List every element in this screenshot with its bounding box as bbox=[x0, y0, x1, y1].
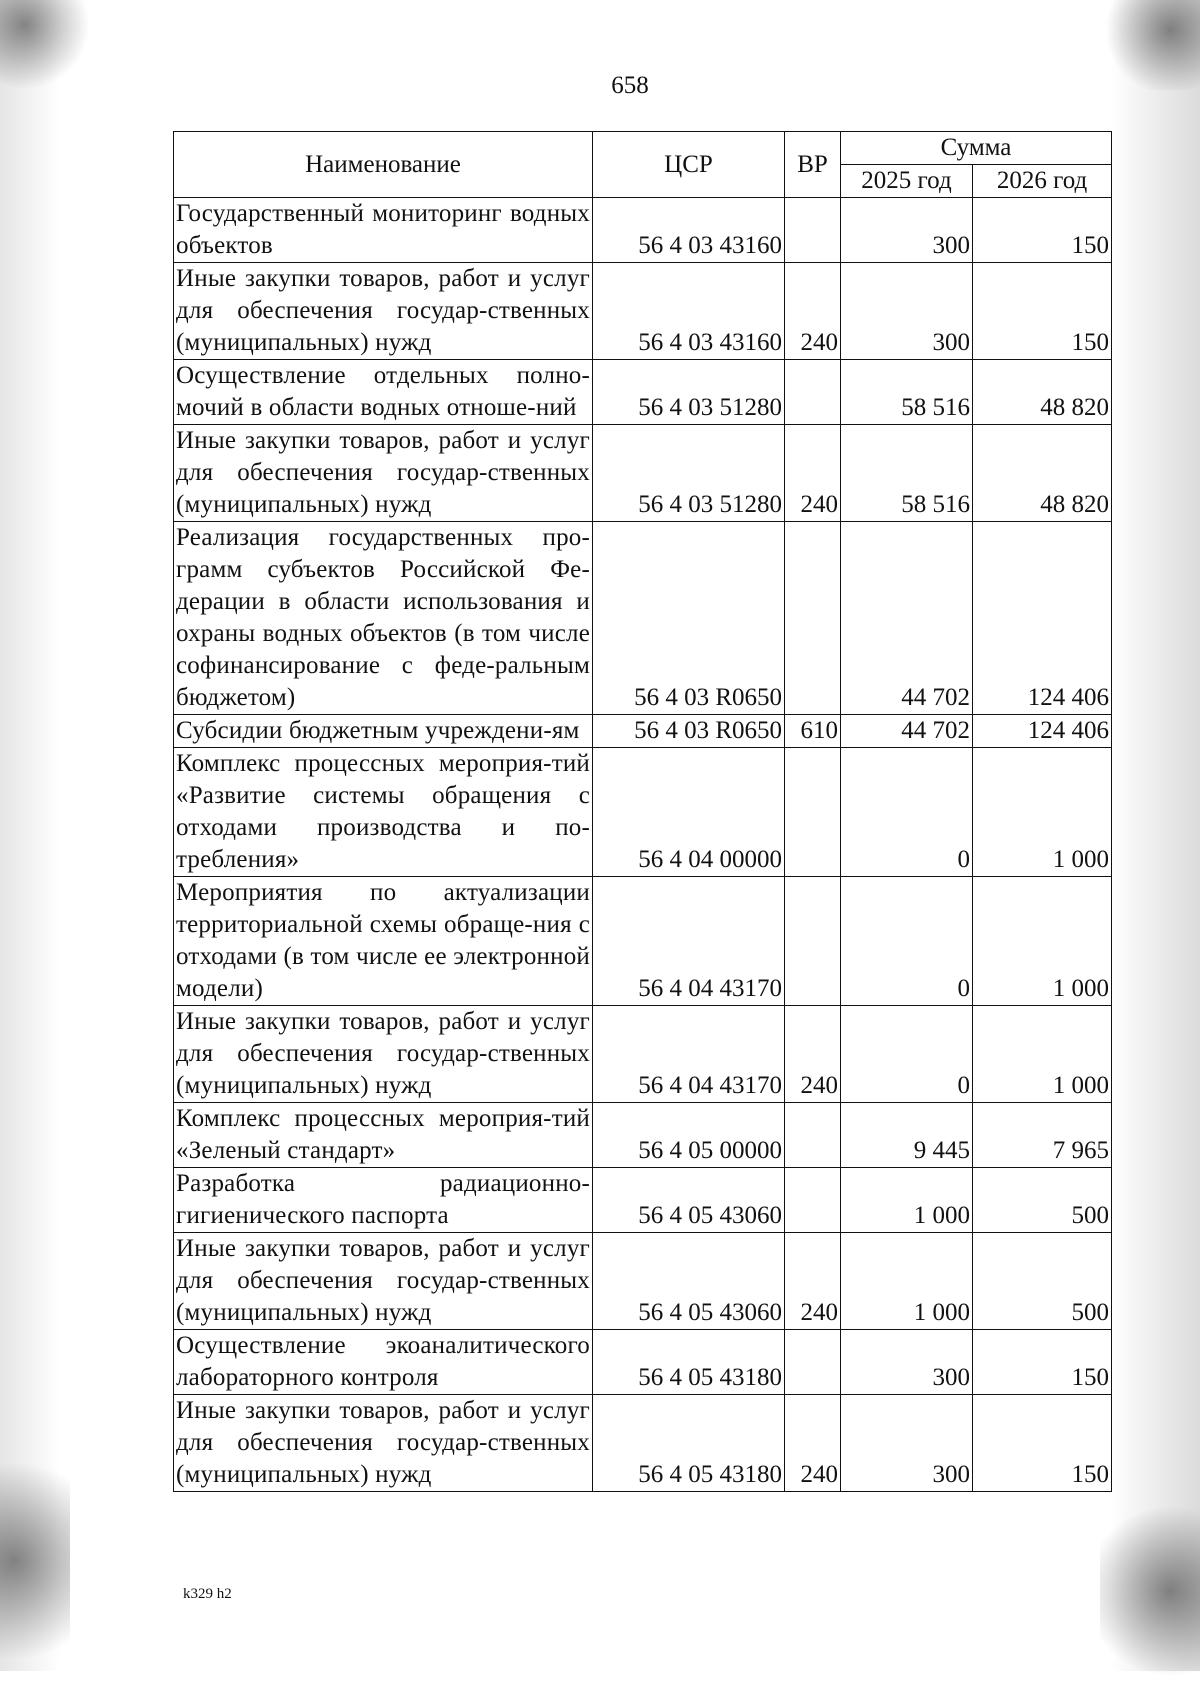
row-sum-2026: 150 bbox=[973, 1330, 1112, 1395]
budget-table bbox=[173, 131, 1112, 1492]
row-name: Разработка радиационно-гигиенического паспорта bbox=[174, 1168, 593, 1233]
row-vr: 240 bbox=[785, 1006, 841, 1103]
row-vr bbox=[785, 1103, 841, 1168]
table-row bbox=[174, 715, 1112, 748]
row-vr: 240 bbox=[785, 425, 841, 522]
row-sum-2025: 44 702 bbox=[841, 715, 973, 748]
scan-corner-bottom-left bbox=[0, 1431, 70, 1691]
row-name: Иные закупки товаров, работ и услуг для обеспечения государ-ственных (муниципальных) нужд bbox=[174, 1395, 593, 1492]
footer-code: k329 h2 bbox=[183, 1586, 232, 1602]
row-sum-2026: 1 000 bbox=[973, 1006, 1112, 1103]
row-vr bbox=[785, 748, 841, 877]
row-sum-2026: 48 820 bbox=[973, 425, 1112, 522]
row-name: Реализация государственных про-грамм субъектов Российской Фе-дерации в области использования и охраны водных объектов (в том числе софинансирование с феде-ральным бюджетом) bbox=[174, 522, 593, 715]
row-vr bbox=[785, 1330, 841, 1395]
table-row bbox=[174, 1330, 1112, 1395]
row-vr: 610 bbox=[785, 715, 841, 748]
row-sum-2026: 48 820 bbox=[973, 360, 1112, 425]
row-csr: 56 4 04 00000 bbox=[593, 748, 785, 877]
row-csr: 56 4 05 43060 bbox=[593, 1233, 785, 1330]
row-sum-2026: 1 000 bbox=[973, 748, 1112, 877]
row-csr: 56 4 03 R0650 bbox=[593, 715, 785, 748]
row-name: Государственный мониторинг водных объектов bbox=[174, 198, 593, 263]
table-row bbox=[174, 1233, 1112, 1330]
scan-corner-bottom-right bbox=[1100, 1491, 1200, 1691]
row-csr: 56 4 05 00000 bbox=[593, 1103, 785, 1168]
row-sum-2025: 300 bbox=[841, 1395, 973, 1492]
row-vr bbox=[785, 877, 841, 1006]
header-name: Наименование bbox=[174, 132, 593, 198]
table-body bbox=[174, 198, 1112, 1492]
row-sum-2025: 1 000 bbox=[841, 1233, 973, 1330]
row-csr: 56 4 04 43170 bbox=[593, 877, 785, 1006]
header-sum: Сумма bbox=[841, 132, 1112, 165]
scan-shadow-right bbox=[1110, 0, 1200, 1671]
row-sum-2025: 300 bbox=[841, 1330, 973, 1395]
row-name: Комплекс процессных мероприя-тий «Развитие системы обращения с отходами производства и по-требления» bbox=[174, 748, 593, 877]
row-csr: 56 4 04 43170 bbox=[593, 1006, 785, 1103]
row-sum-2025: 58 516 bbox=[841, 360, 973, 425]
table-row bbox=[174, 1006, 1112, 1103]
row-csr: 56 4 03 43160 bbox=[593, 263, 785, 360]
row-name: Комплекс процессных мероприя-тий «Зеленый стандарт» bbox=[174, 1103, 593, 1168]
row-name: Иные закупки товаров, работ и услуг для обеспечения государ-ственных (муниципальных) нужд bbox=[174, 425, 593, 522]
row-name: Иные закупки товаров, работ и услуг для обеспечения государ-ственных (муниципальных) нужд bbox=[174, 1233, 593, 1330]
header-year-2026: 2026 год bbox=[973, 165, 1112, 198]
row-name: Субсидии бюджетным учреждени-ям bbox=[174, 715, 593, 748]
table-header bbox=[174, 132, 1112, 198]
row-csr: 56 4 03 43160 bbox=[593, 198, 785, 263]
row-sum-2026: 500 bbox=[973, 1168, 1112, 1233]
row-sum-2025: 44 702 bbox=[841, 522, 973, 715]
table-row bbox=[174, 425, 1112, 522]
row-sum-2026: 150 bbox=[973, 1395, 1112, 1492]
row-vr: 240 bbox=[785, 263, 841, 360]
row-vr bbox=[785, 1168, 841, 1233]
row-sum-2025: 1 000 bbox=[841, 1168, 973, 1233]
page-number: 658 bbox=[611, 72, 649, 99]
row-name: Осуществление отдельных полно-мочий в области водных отноше-ний bbox=[174, 360, 593, 425]
row-name: Мероприятия по актуализации территориальной схемы обраще-ния с отходами (в том числе ее электронной модели) bbox=[174, 877, 593, 1006]
row-vr bbox=[785, 522, 841, 715]
table-row bbox=[174, 1168, 1112, 1233]
row-sum-2025: 58 516 bbox=[841, 425, 973, 522]
row-csr: 56 4 05 43180 bbox=[593, 1395, 785, 1492]
row-vr bbox=[785, 198, 841, 263]
row-sum-2026: 124 406 bbox=[973, 522, 1112, 715]
row-name: Иные закупки товаров, работ и услуг для обеспечения государ-ственных (муниципальных) нужд bbox=[174, 263, 593, 360]
row-sum-2026: 124 406 bbox=[973, 715, 1112, 748]
row-name: Осуществление экоаналитического лабораторного контроля bbox=[174, 1330, 593, 1395]
row-sum-2025: 300 bbox=[841, 263, 973, 360]
row-vr bbox=[785, 360, 841, 425]
row-csr: 56 4 03 51280 bbox=[593, 360, 785, 425]
row-csr: 56 4 05 43180 bbox=[593, 1330, 785, 1395]
table-row bbox=[174, 263, 1112, 360]
row-sum-2026: 150 bbox=[973, 198, 1112, 263]
row-sum-2026: 150 bbox=[973, 263, 1112, 360]
row-csr: 56 4 05 43060 bbox=[593, 1168, 785, 1233]
row-csr: 56 4 03 51280 bbox=[593, 425, 785, 522]
header-vr: ВР bbox=[785, 132, 841, 198]
header-year-2025: 2025 год bbox=[841, 165, 973, 198]
row-sum-2025: 0 bbox=[841, 1006, 973, 1103]
table-row bbox=[174, 748, 1112, 877]
row-sum-2026: 7 965 bbox=[973, 1103, 1112, 1168]
table-row bbox=[174, 522, 1112, 715]
row-vr: 240 bbox=[785, 1233, 841, 1330]
scan-shadow-left bbox=[0, 0, 60, 1671]
row-sum-2025: 9 445 bbox=[841, 1103, 973, 1168]
row-vr: 240 bbox=[785, 1395, 841, 1492]
table-row bbox=[174, 360, 1112, 425]
row-name: Иные закупки товаров, работ и услуг для обеспечения государ-ственных (муниципальных) нужд bbox=[174, 1006, 593, 1103]
row-csr: 56 4 03 R0650 bbox=[593, 522, 785, 715]
table-row bbox=[174, 877, 1112, 1006]
table-row bbox=[174, 1395, 1112, 1492]
row-sum-2026: 500 bbox=[973, 1233, 1112, 1330]
header-csr: ЦСР bbox=[593, 132, 785, 198]
row-sum-2025: 0 bbox=[841, 877, 973, 1006]
table-row bbox=[174, 1103, 1112, 1168]
table-row bbox=[174, 198, 1112, 263]
row-sum-2026: 1 000 bbox=[973, 877, 1112, 1006]
row-sum-2025: 300 bbox=[841, 198, 973, 263]
row-sum-2025: 0 bbox=[841, 748, 973, 877]
